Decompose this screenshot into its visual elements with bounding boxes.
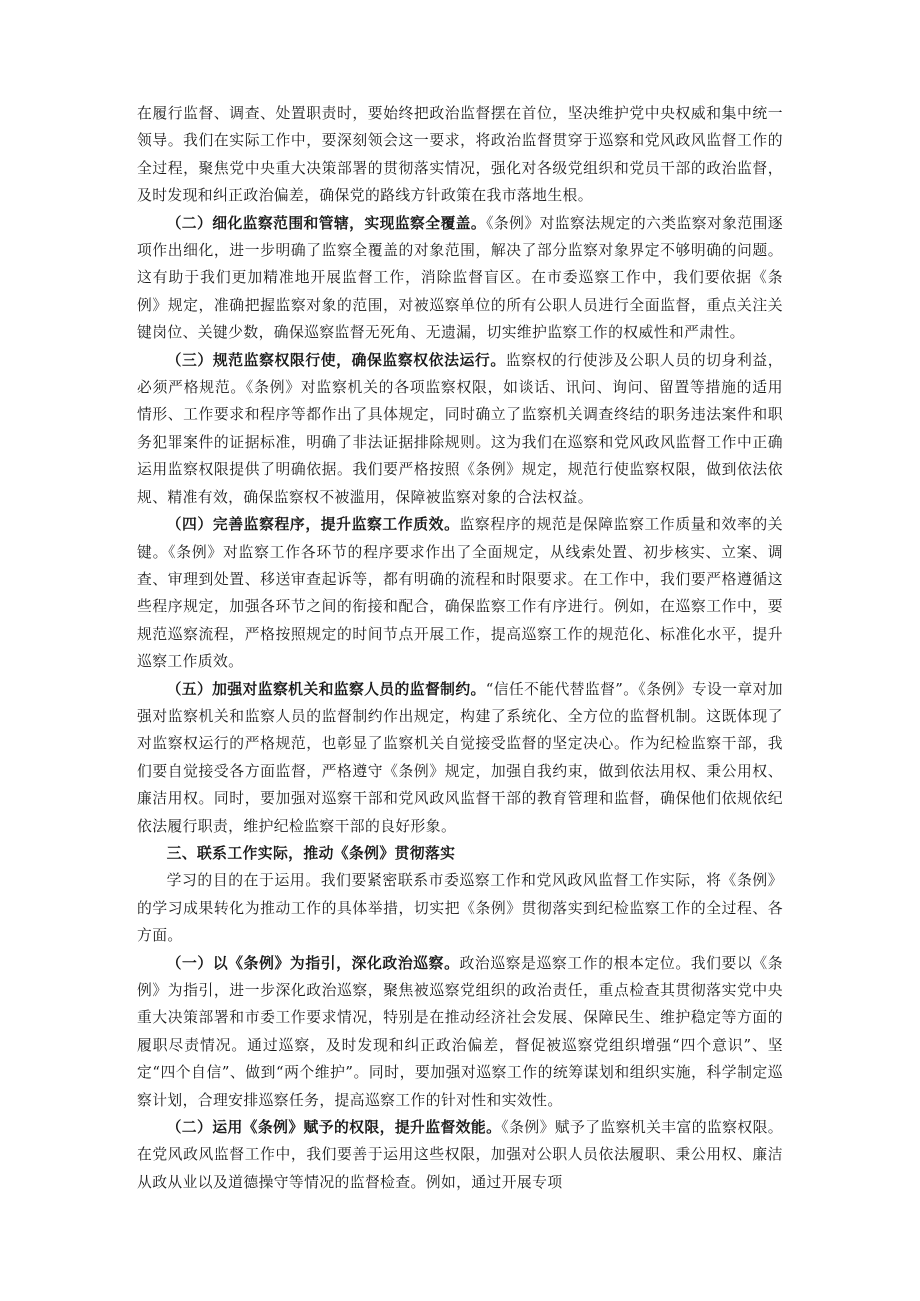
section-intro: 学习的目的在于运用。我们要紧密联系市委巡察工作和党风政风监督工作实际，将《条例》的学习成果转化为推动工作的具体举措，切实把《条例》贯彻落实到纪检监察工作的全过程、各方面。 xyxy=(137,872,783,945)
paragraph-text: 《条例》赋予了监察机关丰富的监察权限。在党风政风监督工作中，我们要善于运用这些权限，加强对公职人员依法履职、秉公用权、廉洁从政从业以及道德操守等情况的监督检查。例如，通过开展专项 xyxy=(137,1119,783,1191)
paragraph-heading: （五）加强对监察机关和监察人员的监督制约。 xyxy=(166,680,486,698)
paragraph-4 xyxy=(137,511,783,675)
paragraph-5 xyxy=(137,676,783,840)
paragraph-heading: （四）完善监察程序，提升监察工作质效。 xyxy=(166,516,460,534)
section-title: 三、联系工作实际，推动《条例》贯彻落实 xyxy=(166,844,456,862)
section-paragraph-1 xyxy=(137,950,783,1114)
section-paragraph-2 xyxy=(137,1114,783,1196)
paragraph-text: 监察权的行使涉及公职人员的切身利益，必须严格规范。《条例》对监察机关的各项监察权限，如谈话、讯问、询问、留置等措施的适用情形、工作要求和程序等都作出了具体规定，同时确立了监察机关调查终结的职务违法案件和职务犯罪案件的证据标准，明确了非法证据排除规则。这为我们在巡察和党风政风监督工作中正确运用监察权限提供了明确依据。我们要严格按照《条例》规定，规范行使监察权限，做到依法依规、精准有效，确保监察权不被滥用，保障被监察对象的合法权益。 xyxy=(137,351,783,506)
paragraph-text: 在履行监督、调查、处置职责时，要始终把政治监督摆在首位，坚决维护党中央权威和集中统一领导。我们在实际工作中，要深刻领会这一要求，将政治监督贯穿于巡察和党风政风监督工作的全过程，聚焦党中央重大决策部署的贯彻落实情况，强化对各级党组织和党员干部的政治监督，及时发现和纠正政治偏差，确保党的路线方针政策在我市落地生根。 xyxy=(137,105,783,205)
paragraph-text: 政治巡察是巡察工作的根本定位。我们要以《条例》为指引，进一步深化政治巡察，聚焦被巡察党组织的政治责任，重点检查其贯彻落实党中央重大决策部署和市委工作要求情况，特别是在推动经济社会发展、保障民生、维护稳定等方面的履职尽责情况。通过巡察，及时发现和纠正政治偏差，督促被巡察党组织增强“四个意识”、坚定“四个自信”、做到“两个维护”。同时，要加强对巡察工作的统筹谋划和组织实施，科学制定巡察计划，合理安排巡察任务，提高巡察工作的针对性和实效性。 xyxy=(137,954,784,1109)
paragraph-3 xyxy=(137,347,783,511)
paragraph-text: “信任不能代替监督”。《条例》专设一章对加强对监察机关和监察人员的监督制约作出规定，构建了系统化、全方位的监督机制。这既体现了对监察权运行的严格规范，也彰显了监察机关自觉接受监督的坚定决心。作为纪检监察干部，我们要自觉接受各方面监督，严格遵守《条例》规定，加强自我约束，做到依法用权、秉公用权、廉洁用权。同时，要加强对巡察干部和党风政风监督干部的教育管理和监督，确保他们依规依纪依法履行职责，维护纪检监察干部的良好形象。 xyxy=(137,680,784,835)
paragraph-heading: （三）规范监察权限行使，确保监察权依法运行。 xyxy=(166,351,506,369)
paragraph-heading: （二）运用《条例》赋予的权限，提升监督效能。 xyxy=(166,1119,502,1137)
paragraph-heading: （一）以《条例》为指引，深化政治巡察。 xyxy=(166,954,460,972)
document-page xyxy=(137,100,783,1196)
paragraph-heading: （二）细化监察范围和管辖，实现监察全覆盖。 xyxy=(166,214,487,232)
paragraph-intro xyxy=(137,100,783,210)
paragraph-text: 《条例》对监察法规定的六类监察对象范围逐项作出细化，进一步明确了监察全覆盖的对象范围，解决了部分监察对象界定不够明确的问题。这有助于我们更加精准地开展监督工作，消除监督盲区。在市委巡察工作中，我们要依据《条例》规定，准确把握监察对象的范围，对被巡察单位的所有公职人员进行全面监督，重点关注关键岗位、关键少数，确保巡察监督无死角、无遗漏，切实维护监察工作的权威性和严肃性。 xyxy=(137,214,783,342)
paragraph-text: 监察程序的规范是保障监察工作质量和效率的关键。《条例》对监察工作各环节的程序要求作出了全面规定，从线索处置、初步核实、立案、调查、审理到处置、移送审查起诉等，都有明确的流程和时限要求。在工作中，我们要严格遵循这些程序规定，加强各环节之间的衔接和配合，确保监察工作有序进行。例如，在巡察工作中，要规范巡察流程，严格按照规定的时间节点开展工作，提高巡察工作的规范化、标准化水平，提升巡察工作质效。 xyxy=(137,516,784,671)
paragraph-2 xyxy=(137,210,783,347)
